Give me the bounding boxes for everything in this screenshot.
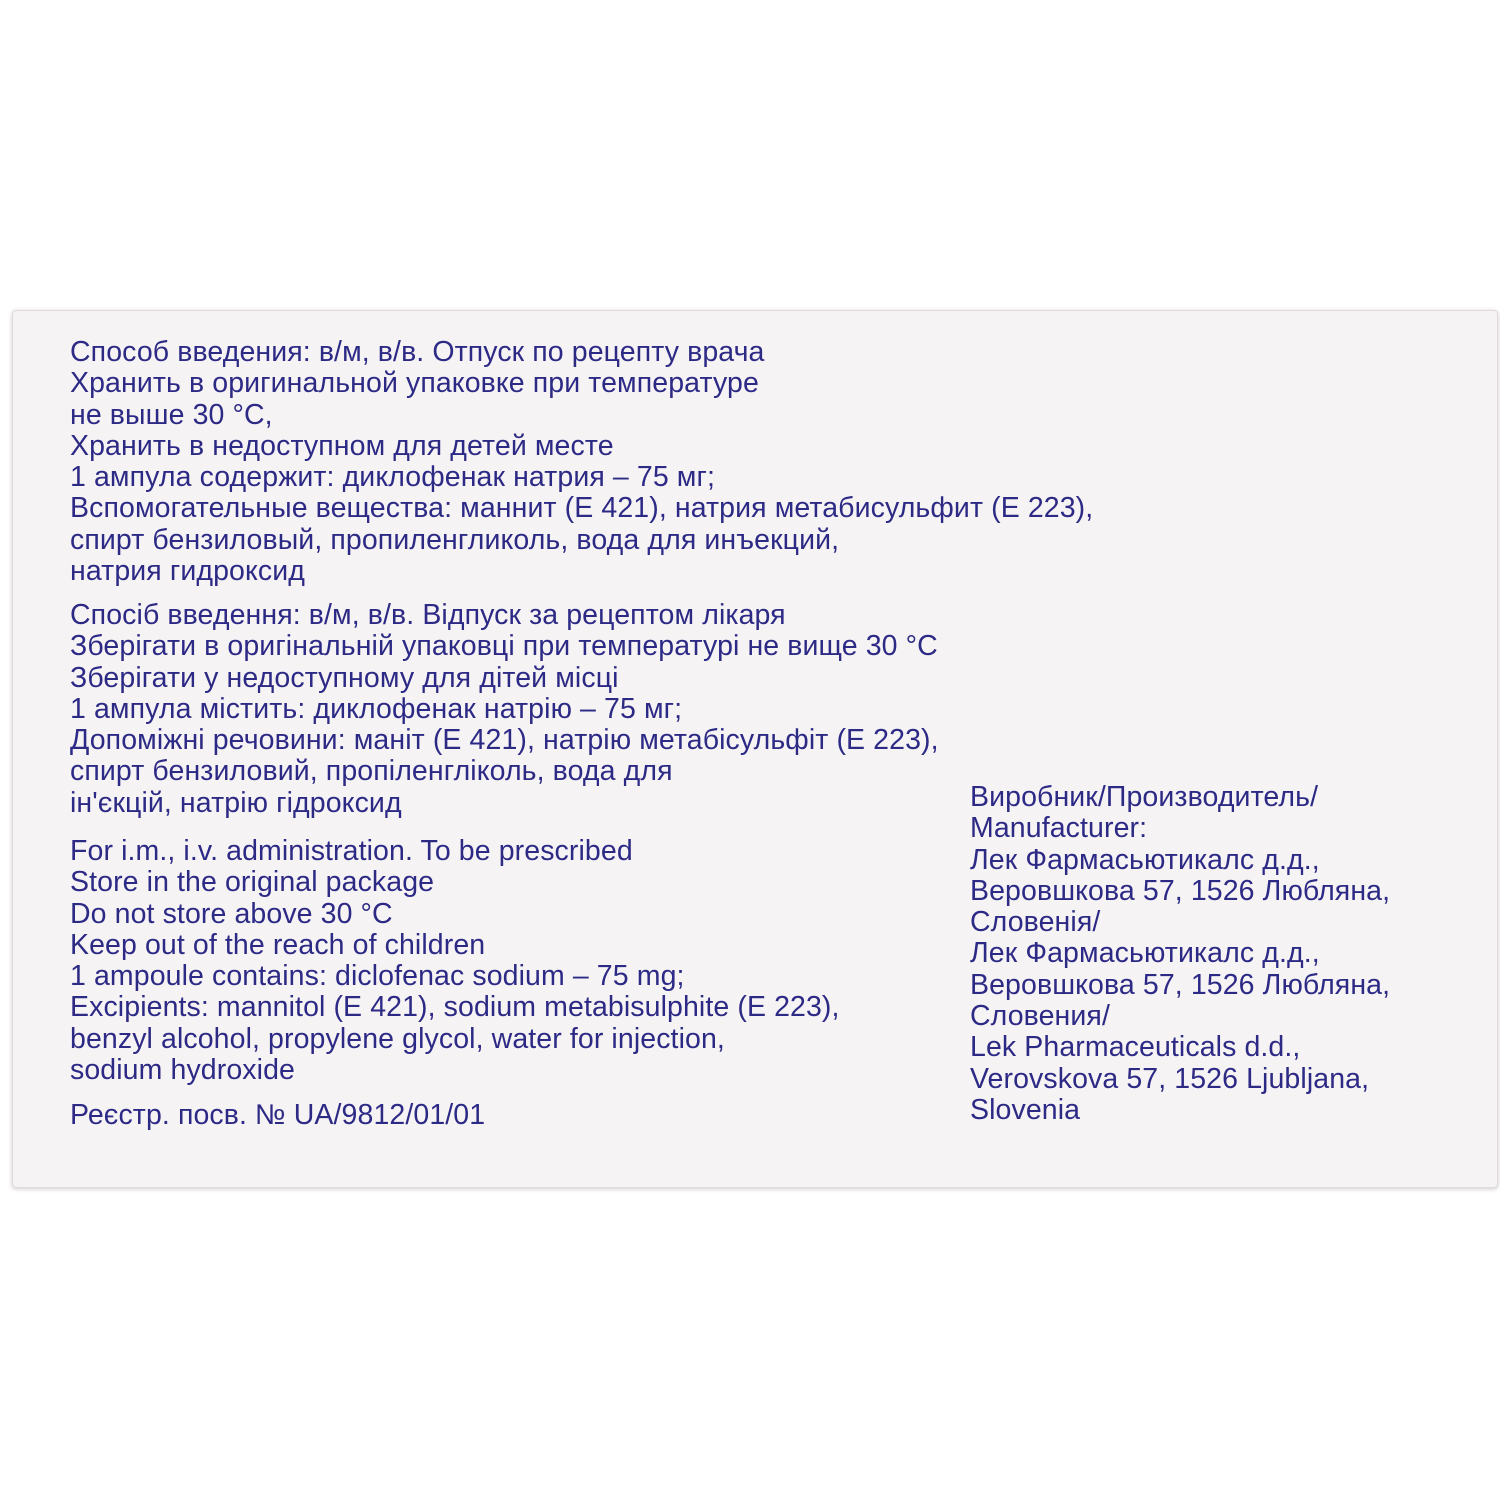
manufacturer-line: Словенія/ — [970, 906, 1101, 939]
manufacturer-line: Словения/ — [970, 1000, 1110, 1033]
manufacturer-info — [970, 782, 1390, 1126]
ua-line: 1 ампула містить: диклофенак натрію – 75 мг; — [70, 692, 683, 725]
ua-line: Спосіб введення: в/м, в/в. Відпуск за рецептом лікаря — [70, 599, 786, 631]
russian-instructions — [70, 337, 1093, 587]
en-line: Store in the original package — [70, 866, 435, 899]
en-line: benzyl alcohol, propylene glycol, water for injection, — [70, 1022, 725, 1055]
ua-line: ін'єкцій, натрію гідроксид — [70, 786, 402, 819]
ua-line: Зберігати у недоступному для дітей місці — [70, 661, 619, 694]
ru-line: Способ введения: в/м, в/в. Отпуск по рецепту врача — [70, 336, 765, 368]
manufacturer-line: Веровшкова 57, 1526 Любляна, — [970, 874, 1391, 907]
manufacturer-line: Verovskova 57, 1526 Ljubljana, — [970, 1062, 1370, 1095]
en-line: Keep out of the reach of children — [70, 928, 486, 961]
en-line: sodium hydroxide — [70, 1054, 295, 1087]
ru-line: спирт бензиловый, пропиленгликоль, вода для инъекций, — [70, 523, 840, 556]
en-line: For i.m., i.v. administration. To be prescribed — [70, 835, 633, 867]
ru-line: Хранить в оригинальной упаковке при температуре — [70, 367, 759, 400]
manufacturer-line: Виробник/Производитель/ — [970, 781, 1319, 813]
manufacturer-line: Slovenia — [970, 1093, 1081, 1126]
ua-line: Допоміжні речовини: маніт (Е 421), натрію метабісульфіт (Е 223), — [70, 724, 939, 757]
ua-line: спирт бензиловий, пропіленгліколь, вода для — [70, 755, 673, 788]
en-line: Do not store above 30 °C — [70, 897, 393, 930]
registration-text: Реєстр. посв. № UA/9812/01/01 — [70, 1099, 486, 1131]
ua-line: Зберігати в оригінальній упаковці при температурі не вище 30 °С — [70, 630, 938, 663]
manufacturer-line: Manufacturer: — [970, 812, 1148, 845]
ru-line: Хранить в недоступном для детей месте — [70, 429, 614, 462]
ru-line: 1 ампула содержит: диклофенак натрия – 75 мг; — [70, 461, 716, 494]
ru-line: Вспомогательные вещества: маннит (Е 421), натрия метабисульфит (Е 223), — [70, 492, 1094, 525]
manufacturer-line: Лек Фармасьютикалс д.д., — [970, 843, 1320, 876]
manufacturer-line: Lek Pharmaceuticals d.d., — [970, 1031, 1301, 1064]
ukrainian-instructions — [70, 600, 939, 819]
manufacturer-line: Лек Фармасьютикалс д.д., — [970, 937, 1320, 970]
manufacturer-line: Веровшкова 57, 1526 Любляна, — [970, 968, 1391, 1001]
ru-line: натрия гидроксид — [70, 555, 305, 588]
en-line: 1 ampoule contains: diclofenac sodium – 75 mg; — [70, 960, 685, 993]
en-line: Excipients: mannitol (E 421), sodium metabisulphite (E 223), — [70, 991, 840, 1024]
registration-number — [70, 1100, 485, 1131]
ru-line: не выше 30 °С, — [70, 398, 273, 431]
english-instructions — [70, 836, 840, 1086]
